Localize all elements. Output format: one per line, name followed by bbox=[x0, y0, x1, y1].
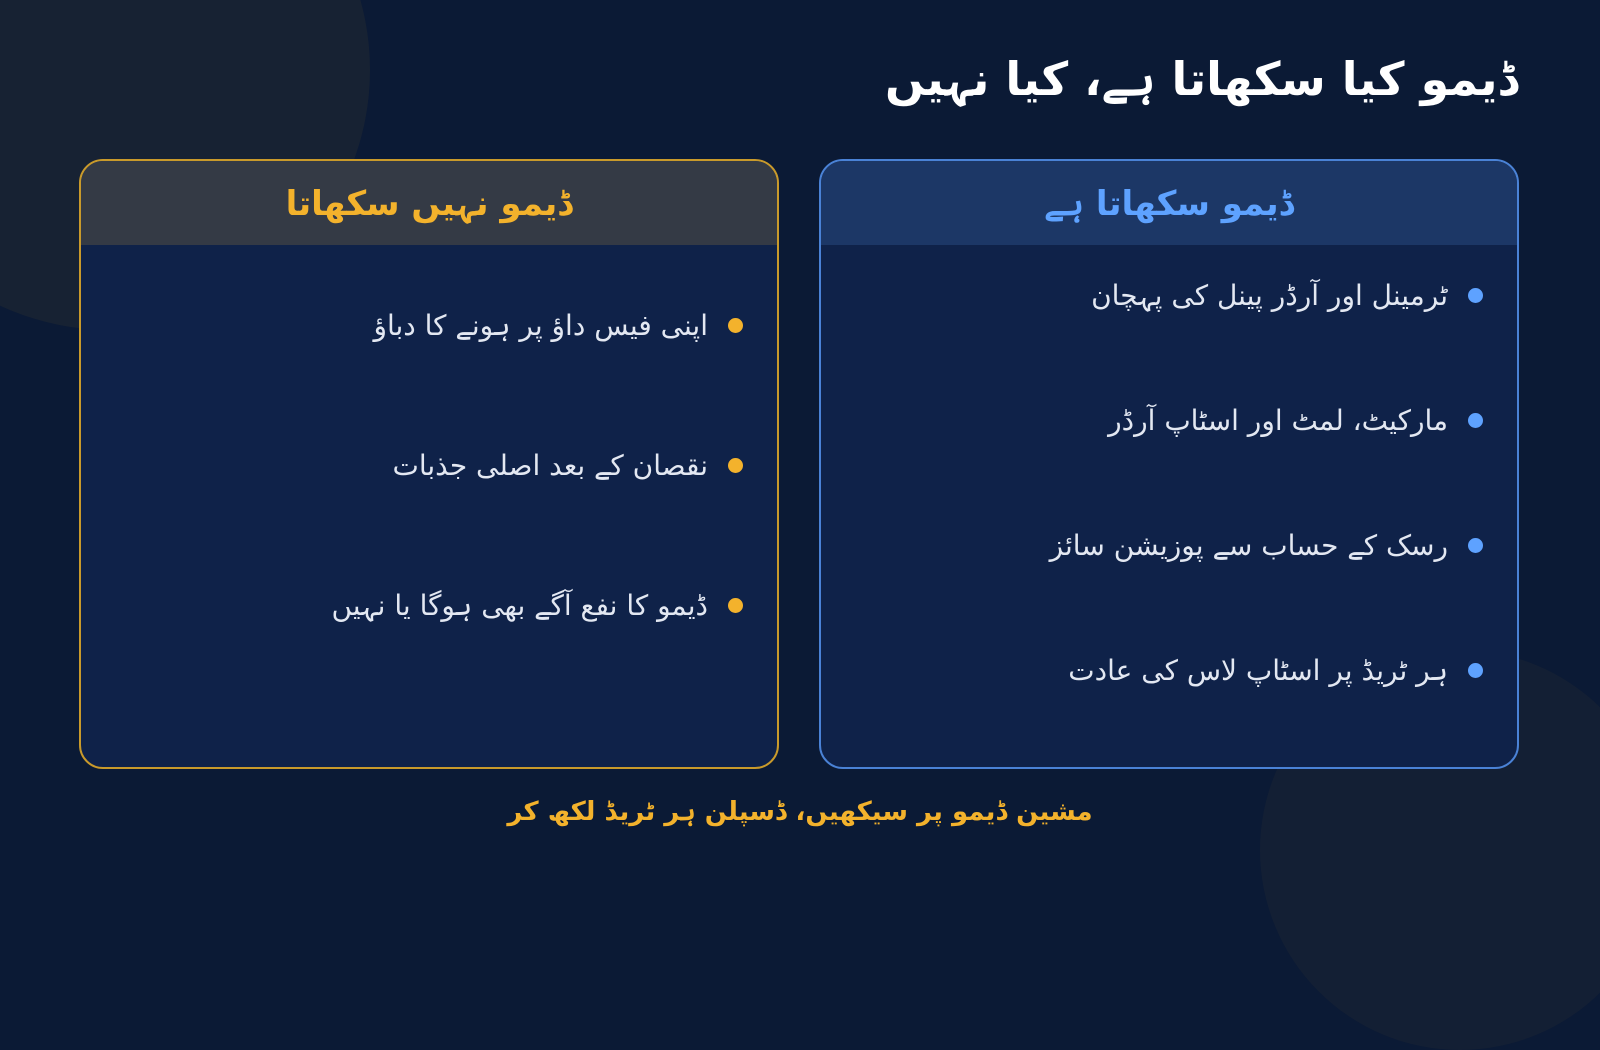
list-item-text: ہر ٹریڈ پر اسٹاپ لاس کی عادت bbox=[1068, 654, 1448, 687]
demo-teaches-panel bbox=[819, 159, 1519, 769]
list-item bbox=[1108, 404, 1483, 437]
demo-does-not-teach-panel bbox=[79, 159, 779, 769]
list-item bbox=[331, 589, 743, 622]
list-item bbox=[1068, 654, 1483, 687]
bullet-dot-icon bbox=[1468, 413, 1483, 428]
bullet-dot-icon bbox=[728, 458, 743, 473]
list-item-text: نقصان کے بعد اصلی جذبات bbox=[392, 449, 708, 482]
list-item-text: ٹرمینل اور آرڈر پینل کی پہچان bbox=[1091, 279, 1448, 312]
list-item bbox=[373, 309, 743, 342]
bullet-dot-icon bbox=[1468, 538, 1483, 553]
list-item-text: رسک کے حساب سے پوزیشن سائز bbox=[1049, 529, 1448, 562]
demo-does-not-teach-heading: ڈیمو نہیں سکھاتا bbox=[81, 161, 777, 245]
list-item bbox=[1050, 529, 1483, 562]
list-item bbox=[392, 449, 743, 482]
bullet-dot-icon bbox=[1468, 663, 1483, 678]
bullet-dot-icon bbox=[728, 598, 743, 613]
demo-teaches-heading: ڈیمو سکھاتا ہے bbox=[821, 161, 1517, 245]
bullet-dot-icon bbox=[1468, 288, 1483, 303]
slide-title: ڈیمو کیا سکھاتا ہے، کیا نہیں bbox=[884, 52, 1518, 106]
list-item-text: اپنی فیس داؤ پر ہونے کا دباؤ bbox=[373, 309, 708, 342]
list-item-text: ڈیمو کا نفع آگے بھی ہوگا یا نہیں bbox=[331, 589, 708, 622]
list-item bbox=[1091, 279, 1483, 312]
footer-note: مشین ڈیمو پر سیکھیں، ڈسپلن ہر ٹریڈ لکھ کر bbox=[507, 797, 1093, 827]
list-item-text: مارکیٹ، لمٹ اور اسٹاپ آرڈر bbox=[1108, 404, 1448, 437]
bullet-dot-icon bbox=[728, 318, 743, 333]
